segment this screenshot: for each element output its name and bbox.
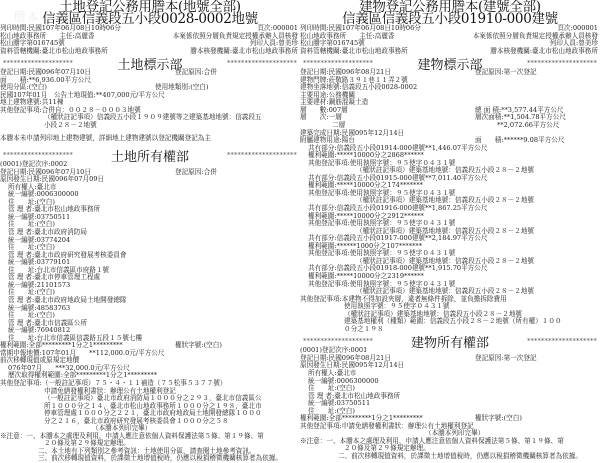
cert-number: 權狀字號:(空白) xyxy=(475,414,522,423)
floor-2: 二層 xyxy=(332,121,346,130)
stars-divider: ******************** xyxy=(3,151,73,160)
buildings-on-land: 地上建物建號:共11棟 xyxy=(0,98,64,107)
notice-cont: ２０條及第２９條規定辦理。 xyxy=(344,444,430,453)
other-items-cont: ０分之１９８ xyxy=(344,324,384,333)
notice: 二、前次移轉現值資料，於課徵土地增值稅時，仍應以稅捐稽徵機關核算者為依據。 xyxy=(338,451,582,460)
shared-base: （權狀註記事項）建築基地地號：信義段五小段２８－２地號 xyxy=(356,226,535,235)
shared-part: 共有部分:信義段五小段01918-000建號**1,915.70平方公尺 xyxy=(308,264,488,273)
manager-id: 統一編號:03774204 xyxy=(8,235,71,244)
completion-date: 建築完成日期:民國095年12月14日 xyxy=(300,128,405,137)
cause-date: 原因發生日期:民國096年07月09日 xyxy=(0,175,105,184)
manager-address: 住 址:台北市信義區信義路五段１５號七樓 xyxy=(8,333,143,342)
stars-divider: ******************** xyxy=(227,151,297,160)
use-category: 使用地類別:(空白) xyxy=(155,83,209,92)
shared-scope: 權利範圍:******1000分之107******* xyxy=(308,241,423,250)
other-items-cont: （一般註記事項）臺北市政府消防局１０００分之２９３，臺北市信義區公 xyxy=(44,394,262,403)
shared-permit: 其他登記事項:使用執照字號：９５使字０４３１號 xyxy=(308,158,456,167)
manager-address: 住 址:(空白) xyxy=(8,288,55,297)
shared-permit: 其他登記事項:使用執照字號：９５使字０４３１號 xyxy=(308,219,456,228)
manager-id: 統一編號:03779101 xyxy=(8,258,71,267)
other-items-cont: 申請免繕發權利書狀：辦理公有土地權利登記 xyxy=(44,386,176,395)
cert-number: 松山謄字第016745號 xyxy=(0,39,65,48)
notice: 二、本土地有下列類別之參考資訊：土地使用分區，請查閱土地參考資訊。 xyxy=(38,446,256,455)
manager: 管 理 者:臺北市政府研究發展考核委員會 xyxy=(8,250,127,259)
data-agency: 資料管轄機關:臺北市松山地政事務所 xyxy=(300,46,408,55)
other-items-cont: （權狀註記事項）建築基地地號：信義段五小段２８－２地號 xyxy=(344,309,523,318)
total-area: 總 面 積:**3,577.44平方公尺 xyxy=(475,105,564,114)
annex-area: 面 積:******9.08平方公尺 xyxy=(475,136,565,145)
end-mark: （本謄本列印完畢） xyxy=(425,429,485,438)
prev-value-label: 前次移轉現值或原規定地價 xyxy=(0,356,80,365)
prev-value: 076年07月 ***32,000.0元/平方公尺 xyxy=(8,363,130,372)
main-use: 主要用途:公務機關 xyxy=(300,90,355,99)
other-items: 其他登記事項:合併自：００２８－０００３地號 xyxy=(0,105,141,114)
issuing-agency: 謄本核發機關:臺北市松山地政事務所 xyxy=(190,46,298,55)
owner-id: 統一編號:0006300000 xyxy=(308,376,379,385)
stars-divider: ******************** xyxy=(303,337,373,346)
owner-address: 住 址:(空白) xyxy=(308,384,355,393)
shared-part: 共有部分:信義段五小段01915-000建號**7,011.40平方公尺 xyxy=(308,173,488,182)
floor-2-area: **2,072.66平方公尺 xyxy=(497,121,560,130)
stars-divider: ******************** xyxy=(3,59,73,68)
cause-date: 原因發生日期:民國095年12月14日 xyxy=(300,361,405,370)
shared-base: （權狀註記事項）建築基地地號：信義段五小段２８－２地號 xyxy=(356,166,535,175)
other-items-cont: （權狀註記事項）信義段五小段１９０９建號等之建築基地地號：信義段五 xyxy=(44,113,262,122)
manager-id: 統一編號:03750511 xyxy=(308,399,371,408)
stars-divider: ******************** xyxy=(303,59,373,68)
other-items-cont: 小段２８－２地號 xyxy=(44,121,97,130)
manager-address: 住 址:(空白) xyxy=(8,311,55,320)
manager-id: 統一編號:76940812 xyxy=(8,326,71,335)
manager-address: 住 址:(空白) xyxy=(8,243,55,252)
authorized-note: 本案係依照分層負責規定授權承辦人員核發 xyxy=(472,31,598,40)
section-title: 建物標示部 xyxy=(417,58,483,74)
manager-id: 統一編號:21101573 xyxy=(8,280,71,289)
printer: 列印人員:曾美珍 xyxy=(549,39,598,48)
office: 松山地政事務所 主任:高麗香 xyxy=(300,31,395,40)
notice: 三、前次移轉現值資料，於課徵土地增值稅時，仍應以稅捐稽徵機關核算者為依據。 xyxy=(38,454,282,463)
order: (0001)登記次序:0002 xyxy=(0,160,68,169)
other-items-cont: 所１０００分之１４，臺北市松山地政事務所１０００分之１９８，臺北市 xyxy=(44,401,262,410)
floor-1-area: 層次面積:**1,504.78平方公尺 xyxy=(475,113,566,122)
manager-address: 住 址:(空白) xyxy=(308,406,355,415)
page-number: 頁次:000001 xyxy=(557,24,598,32)
shared-base: （權狀註記事項）建築基地地號：信義段五小段２８－２地號 xyxy=(356,256,535,265)
shared-permit: 其他登記事項:使用執照字號：９５使字０４３１號 xyxy=(308,188,456,197)
shared-scope: 權利範圍:*****10000分之2319****** xyxy=(308,271,424,280)
other-items-cont: 分之２１６，臺北市政府研究發展考核委員會１０００分之５８ xyxy=(44,416,229,425)
reg-date: 登記日期:民國096年08月21日 xyxy=(300,353,391,362)
order: (0001)登記次序:0001 xyxy=(300,346,368,355)
shared-part: 共有部分:信義段五小段01917-000建號**2,184.97平方公尺 xyxy=(308,234,488,243)
use-zone: 使用分區:(空白) xyxy=(0,83,47,92)
other-items-cont: 停車管理處１０００分之２２１，臺北市政府地政局土地開發總隊１０００ xyxy=(44,409,262,418)
owner-id: 統一編號:0006300000 xyxy=(8,190,79,199)
note: 本謄本未申請列印地上建物建號，詳細地上建物建號以登記機關登記為主 xyxy=(0,133,211,142)
hist-scope: 歷次取得權利範圍:全部*********1分之1********* xyxy=(8,371,158,380)
shared-permit: 其他登記事項:使用執照字號：９５使字０４３１號 xyxy=(308,249,456,258)
land-lot: 建物坐落地號:信義段五小段0028-0002 xyxy=(300,83,418,92)
reg-reason: 登記原因:合併 xyxy=(175,167,217,176)
reg-date: 登記日期:民國096年07月10日 xyxy=(0,167,91,176)
building-subtitle: 信義區信義段五小段01910-000建號 xyxy=(342,11,558,27)
cert-number: 權狀字號:(空白) xyxy=(175,341,222,350)
authorized-note: 本案係依照分層負責規定授權承辦人員核發 xyxy=(172,31,298,40)
floors: 層 數:007層 xyxy=(300,105,348,114)
manager: 管 理 者:臺北市松山地政事務所 xyxy=(8,205,101,214)
floor-1: 層 次:一層 xyxy=(300,113,342,122)
manager: 管 理 者:臺北市信義區公所 xyxy=(8,318,87,327)
reg-reason: 登記原因:合併 xyxy=(175,68,217,77)
reg-reason: 登記原因:第一次登記 xyxy=(475,353,537,362)
stars-divider: ******************** xyxy=(227,59,297,68)
notice-cont: ２０條及第２９條規定辦理。 xyxy=(44,439,130,448)
other-items-cont: 建築基地權利（種類）範圍：信義段五小段２８－２地號（所有權）１００ xyxy=(344,317,562,326)
end-mark: （本謄本列印完畢） xyxy=(92,424,152,433)
shared-part: 共有部分:信義段五小段01916-000建號**1,867.25平方公尺 xyxy=(308,204,488,213)
watermark: 謄本 xyxy=(14,10,41,24)
declared-price: 當期申報地價:107年01月 **112,000.0元/平方公尺 xyxy=(0,348,165,357)
annex-use: 附屬建物用途:陽台 xyxy=(300,136,355,145)
other-items-cont: 使用執照字號：９５使字０４３１號 xyxy=(344,302,450,311)
owner: 所有權人:臺北市 xyxy=(8,182,57,191)
rights-scope: 權利範圍:全部*********1分之1********* xyxy=(300,414,423,423)
manager: 管 理 者:臺北市停車管理工程處 xyxy=(8,273,101,282)
section-title: 土地標示部 xyxy=(117,58,183,74)
rights-scope: 權利範圍:全部*********1分之1********* xyxy=(0,341,123,350)
data-agency: 資料管轄機關:臺北市松山地政事務所 xyxy=(0,46,108,55)
manager-id: 統一編號:03750511 xyxy=(8,212,71,221)
print-time: 列印時間:民國107年06月08日10時06分 xyxy=(0,24,121,32)
printer: 列印人員:曾美珍 xyxy=(249,39,298,48)
office: 松山地政事務所 主任:高麗香 xyxy=(0,31,95,40)
reg-date: 登記日期:民國096年07月10日 xyxy=(0,68,91,77)
stars-divider: ******************** xyxy=(527,337,597,346)
door-plate: 建物門牌:莊敬路３９１巷１１弄２號 xyxy=(300,75,408,84)
shared-scope: 權利範圍:*****10000分之174******* xyxy=(308,181,423,190)
stars-divider: ******************** xyxy=(527,59,597,68)
shared-scope: 權利範圍:*****10000分之2868****** xyxy=(308,151,424,160)
manager: 管 理 者:臺北市松山地政事務所 xyxy=(308,391,401,400)
notice: ※注意：一、本謄本之處理及利用，申請人應注意依個人資料保護法第５條、第１９條、第 xyxy=(300,436,564,445)
notice: ※注意：一、本謄本之處理及利用，申請人應注意依個人資料保護法第５條、第１９條、第 xyxy=(0,431,264,440)
shared-base: （權狀註記事項）建築基地地號：信義段五小段２８－２地號 xyxy=(356,287,535,296)
other-items: 其他登記事項:（一般註記事項）７５・４・１１補造（７５松事５３７７號） xyxy=(0,378,227,387)
material: 主要建材:鋼筋混凝土造 xyxy=(300,98,369,107)
print-time: 列印時間:民國107年06月08日10時06分 xyxy=(300,24,421,32)
section-title: 建物所有權部 xyxy=(410,336,490,352)
area: 面 積:**6,936.00平方公尺 xyxy=(0,75,91,84)
page-number: 頁次:000001 xyxy=(257,24,298,32)
announced-value: 民國107年01月 公告土地現值:**407,000元/平方公尺 xyxy=(0,90,165,99)
manager-id: 統一編號:48583763 xyxy=(8,303,71,312)
building-transcript xyxy=(300,0,600,458)
land-subtitle: 信義區信義段五小段0028-0002地號 xyxy=(42,11,258,27)
owner-address: 住 址:(空白) xyxy=(8,197,55,206)
other-items: 其他登記事項:申請免繕發權利書狀：辦理公有土地權利登記 xyxy=(300,421,474,430)
other-items: 其他登記事項:本建物不得加設夾層，違者無條件拆除，並負擔拆除費用 xyxy=(300,294,507,303)
land-title: 土地登記公務用謄本(地號全部) xyxy=(59,0,241,15)
manager: 管 理 者:臺北市政府地政局土地開發總隊 xyxy=(8,295,127,304)
section-title: 土地所有權部 xyxy=(110,150,190,166)
reg-reason: 登記原因:第一次登記 xyxy=(475,68,537,77)
shared-base: （權狀註記事項）建築基地地號：信義段五小段２８－２地號 xyxy=(356,196,535,205)
shared-scope: 權利範圍:*****10000分之2912****** xyxy=(308,211,424,220)
manager-address: 住 址:(空白) xyxy=(8,220,55,229)
building-title: 建物登記公務用謄本(建號全部) xyxy=(359,0,541,15)
manager-address: 住 址:台北市信義區市府路１號 xyxy=(8,265,110,274)
reg-date: 登記日期:民國096年08月21日 xyxy=(300,68,391,77)
owner: 所有權人:臺北市 xyxy=(308,368,357,377)
manager: 管 理 者:臺北市政府消防局 xyxy=(8,228,87,237)
shared-part: 共有部分:信義段五小段01914-000建號**1,446.07平方公尺 xyxy=(308,143,488,152)
cert-number: 松山謄字第016745號 xyxy=(300,39,365,48)
issuing-agency: 謄本核發機關:臺北市松山地政事務所 xyxy=(490,46,598,55)
shared-permit: 其他登記事項:使用執照字號：９５使字０４３１號 xyxy=(308,279,456,288)
